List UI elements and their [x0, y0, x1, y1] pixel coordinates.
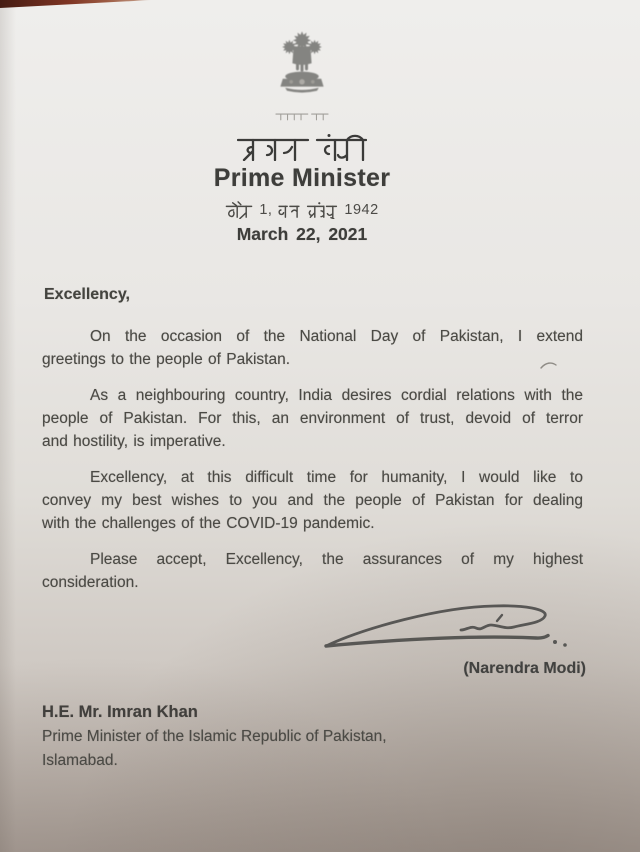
- hindi-word-samvat: [306, 201, 338, 219]
- satyameva-jayate-motto: [275, 112, 329, 121]
- date-line: March 22, 2021: [236, 224, 368, 244]
- salutation: Excellency,: [44, 286, 130, 303]
- signature-block: [320, 598, 588, 678]
- paragraph-line: Excellency, at this difficult time for humanity, I would like to: [90, 469, 583, 486]
- table-edge-corner: [0, 0, 152, 8]
- paragraph-line: with the challenges of the COVID-19 pandemic.: [42, 515, 375, 532]
- recipient-city: Islamabad.: [42, 752, 118, 769]
- hindi-date-year: 1942: [344, 202, 379, 218]
- title-english: Prime Minister: [213, 164, 391, 192]
- paragraph-4: [42, 548, 583, 594]
- hindi-date-line: [0, 200, 604, 219]
- recipient-block: [42, 700, 387, 774]
- recipient-name: H.E. Mr. Imran Khan: [42, 703, 198, 721]
- stray-pen-mark: [540, 360, 558, 370]
- hindi-word-chaitra: [225, 201, 253, 219]
- state-emblem-of-india-icon: [272, 28, 332, 108]
- letter-body: [42, 286, 583, 607]
- paragraph-line: Please accept, Excellency, the assurances of my highest: [90, 551, 583, 568]
- hindi-date-day: 1,: [259, 202, 273, 218]
- paragraph-line: convey my best wishes to you and the people of Pakistan for dealing: [42, 492, 583, 509]
- paragraph-line: On the occasion of the National Day of Pakistan, I extend: [90, 328, 583, 345]
- recipient-title: Prime Minister of the Islamic Republic of Pakistan,: [42, 727, 387, 745]
- letterhead: [0, 28, 604, 245]
- paragraph-3: [42, 466, 583, 535]
- paragraph-line: As a neighbouring country, India desires cordial relations with the: [90, 387, 583, 404]
- paragraph-line: greetings to the people of Pakistan.: [42, 351, 290, 368]
- paragraph-1: [42, 325, 583, 371]
- paragraph-line: and hostility, is imperative.: [42, 433, 226, 450]
- paragraph-line: people of Pakistan. For this, an environment of trust, devoid of terror: [42, 410, 583, 427]
- title-hindi: [237, 133, 367, 161]
- paragraph-2: [42, 384, 583, 453]
- narendra-modi-signature-icon: [322, 598, 572, 656]
- hindi-word-shaka: [278, 201, 300, 219]
- paragraph-line: consideration.: [42, 574, 139, 591]
- signer-name: (Narendra Modi): [463, 660, 586, 677]
